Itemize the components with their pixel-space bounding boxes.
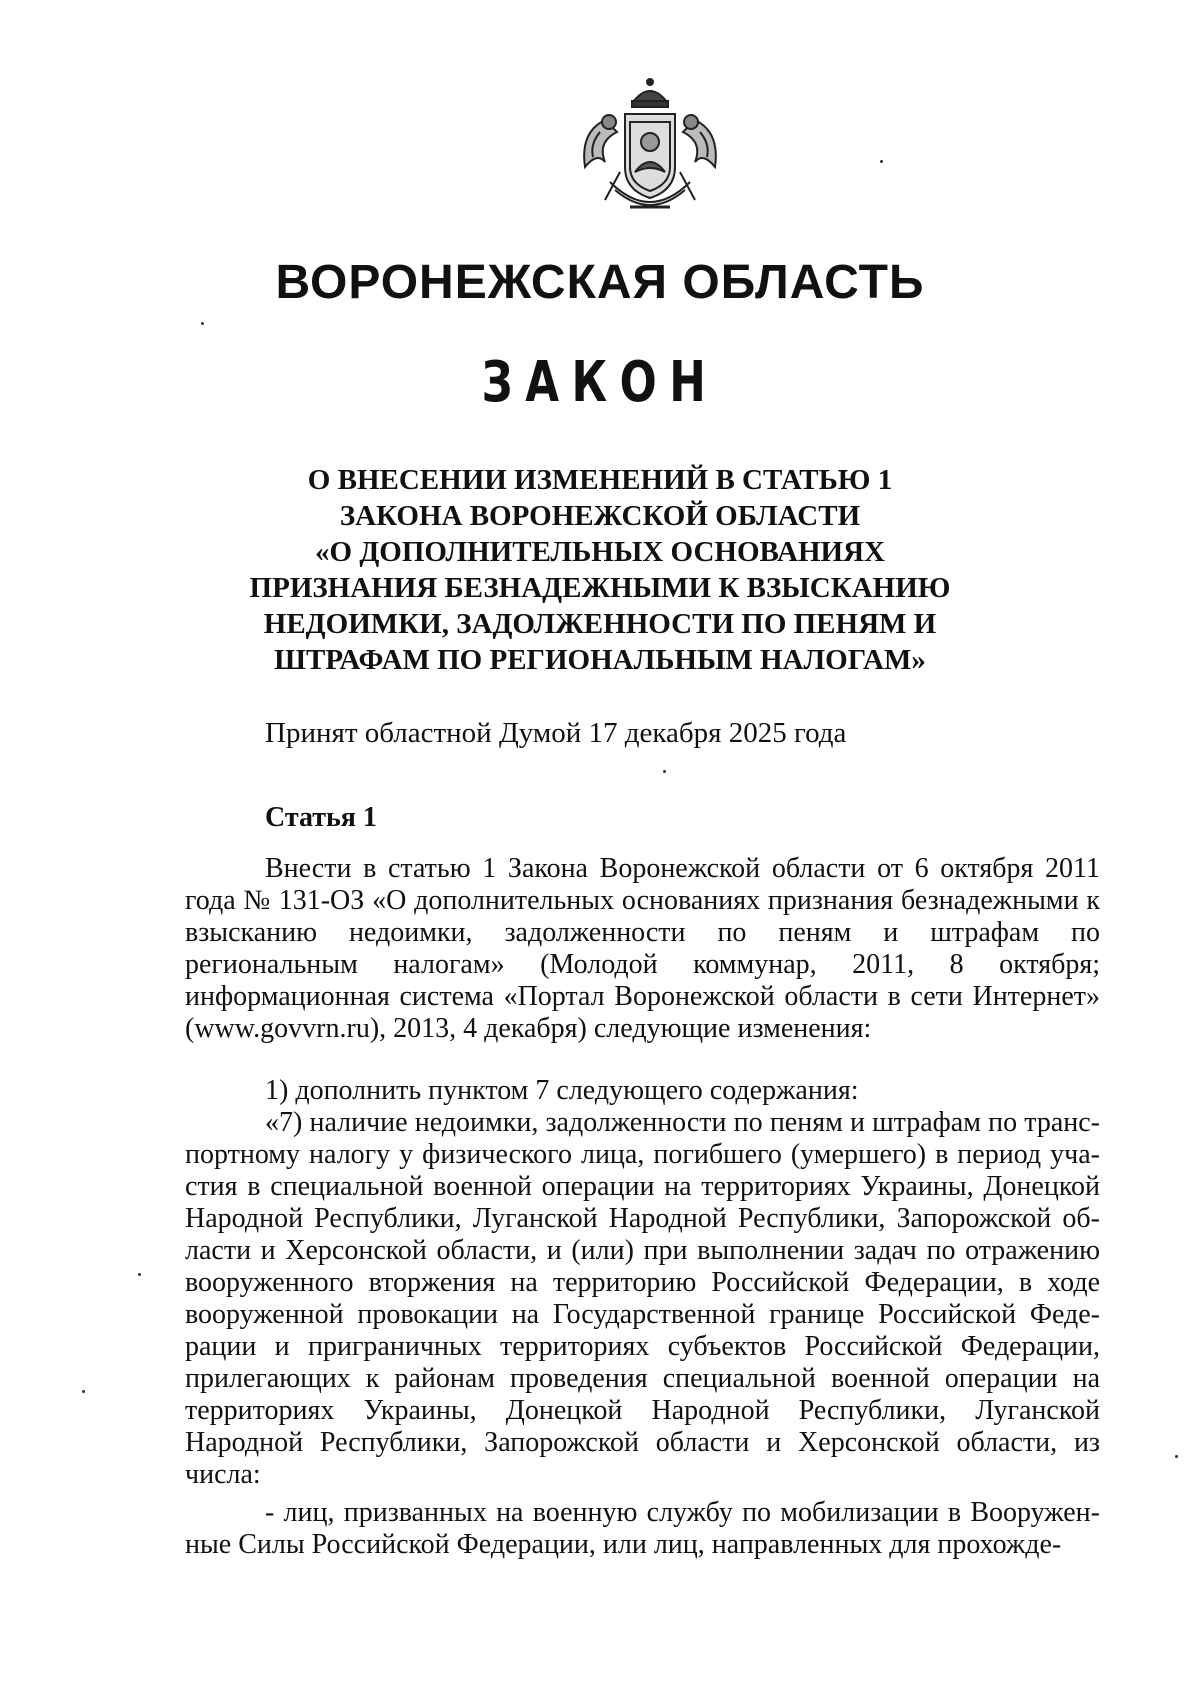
region-name: ВОРОНЕЖСКАЯ ОБЛАСТЬ: [275, 256, 925, 309]
law-title: [150, 462, 1050, 678]
title-line: ЗАКОНА ВОРОНЕЖСКОЙ ОБЛАСТИ: [339, 500, 861, 532]
title-line: ПРИЗНАНИЯ БЕЗНАДЕЖНЫМИ К ВЗЫСКАНИЮ: [249, 572, 951, 604]
title-line: ШТРАФАМ ПО РЕГИОНАЛЬНЫМ НАЛОГАМ»: [274, 644, 926, 676]
adoption-date: Принят областной Думой 17 декабря 2025 года: [265, 717, 847, 749]
amendment-item-1: 1) дополнить пунктом 7 следующего содержания:: [265, 1075, 859, 1106]
article-body: [185, 853, 1100, 1561]
coat-of-arms-icon: [575, 72, 725, 222]
article-intro: Внести в статью 1 Закона Воронежской области от 6 октября 2011 года № 131-ОЗ «О дополнительных основаниях признания безнадежными к взысканию недоимки, задолженности по пеням и штрафам по региональным налогам» (Молодой коммунар, 2011, 8 октября; информационная система «Портал Воронежской области в сети Интернет» (www.govvrn.ru), 2013, 4 декабря) следующие изменения:: [185, 853, 1100, 1044]
article-heading: Статья 1: [265, 802, 377, 833]
title-line: НЕДОИМКИ, ЗАДОЛЖЕННОСТИ ПО ПЕНЯМ И: [263, 608, 937, 640]
title-line: О ВНЕСЕНИИ ИЗМЕНЕНИЙ В СТАТЬЮ 1: [307, 464, 893, 496]
amendment-point-7: «7) наличие недоимки, задолженности по пеням и штрафам по транспортному налогу у физического лица, погибшего (умершего) в период участия в специальной военной операции на территориях Украины, Донецкой Народной Республики, Луганской Народной Республики, Запорожской области и Херсонской области, и (или) при выполнении задач по отражению вооруженного вторжения на территорию Российской Федерации, в ходе вооруженной провокации на Государственной границе Российской Федерации и приграничных территориях субъектов Российской Федерации, прилегающих к районам проведения специальной военной операции на территориях Украины, Донецкой Народной Республики, Луганской Народной Республики, Запорожской области и Херсонской области, из числа:: [185, 1107, 1100, 1490]
amendment-dash-item: - лиц, призванных на военную службу по мобилизации в Вооруженные Силы Российской Федерации, или лиц, направленных для прохожде-: [185, 1497, 1100, 1560]
document-type: ЗАКОН: [481, 350, 719, 415]
title-line: «О ДОПОЛНИТЕЛЬНЫХ ОСНОВАНИЯХ: [315, 536, 885, 568]
